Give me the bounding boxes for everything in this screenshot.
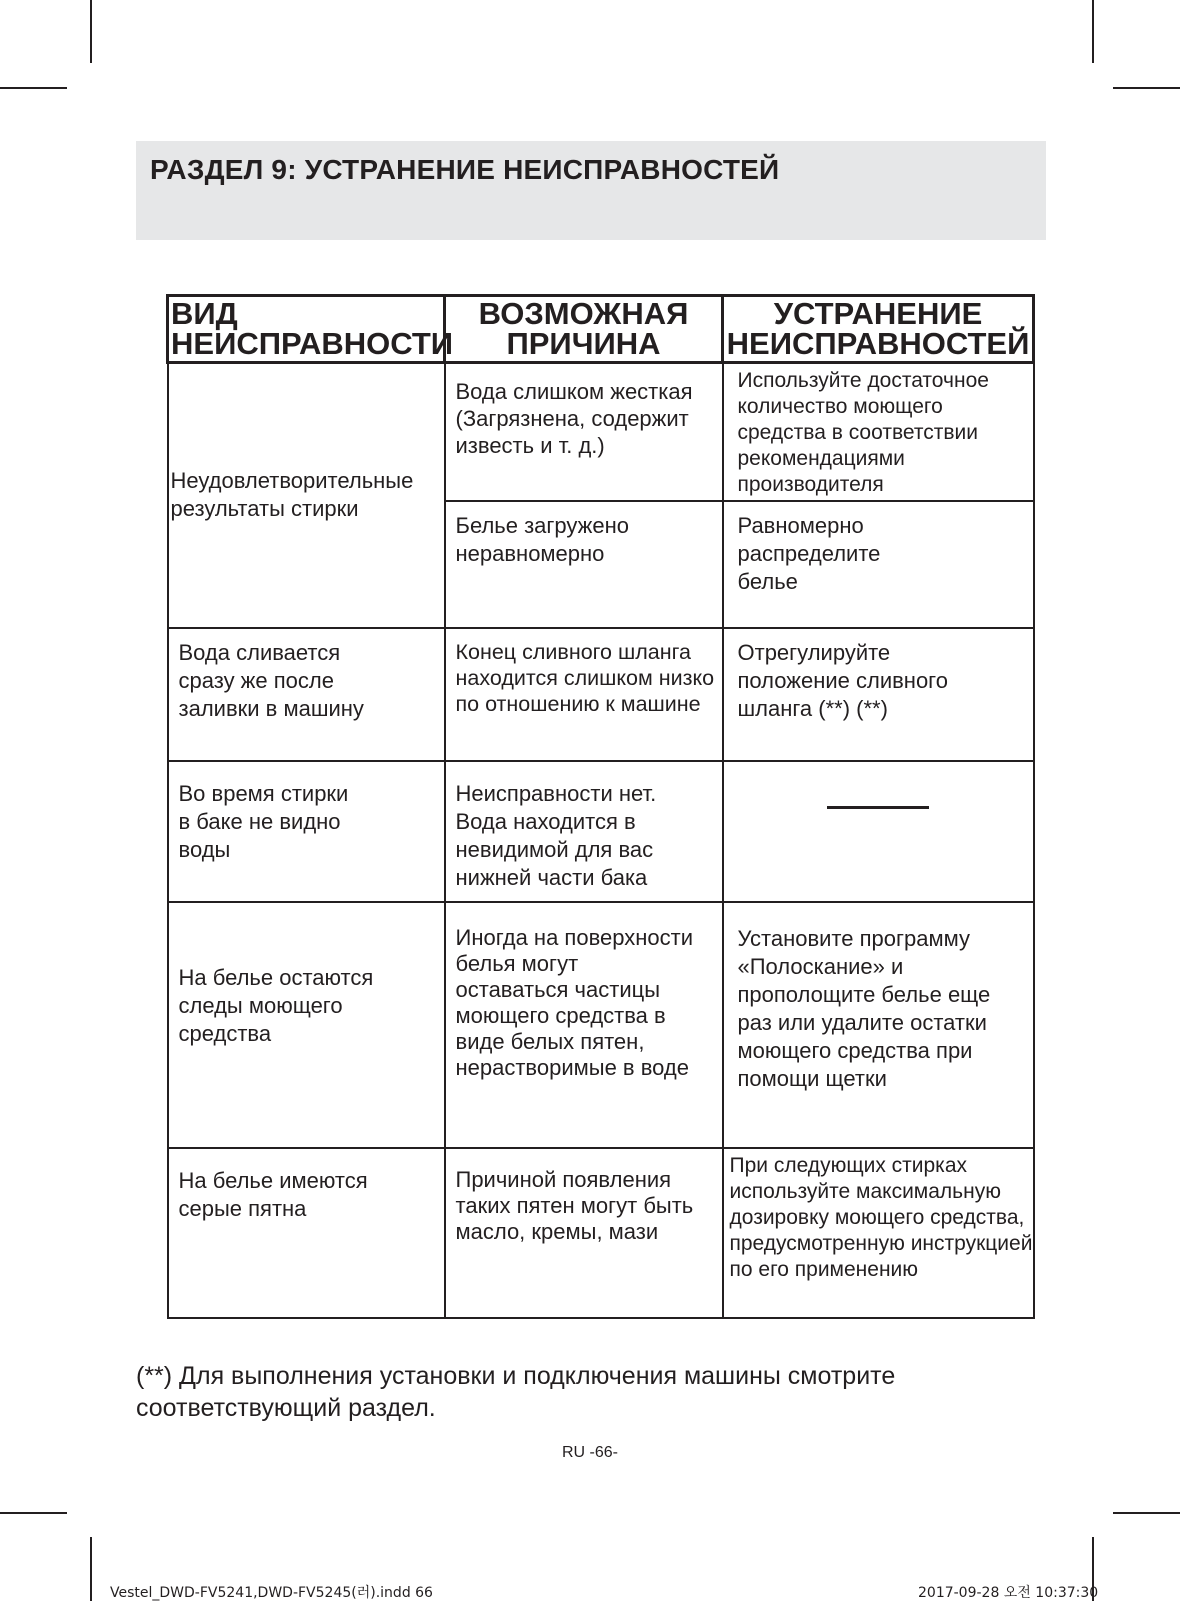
cause-text: Белье загружено неравномерно xyxy=(455,512,630,566)
page-number: RU -66- xyxy=(561,1444,618,1461)
problem-text: На белье остаются следы моющего средства xyxy=(178,964,374,1046)
cause-text: Вода слишком жесткая (Загрязнена, содержит известь и т. д.) xyxy=(455,379,693,458)
cause-text: Причиной появления таких пятен могут быть масло, кремы, мази xyxy=(455,1166,694,1244)
problem-text: Вода сливается сразу же после заливки в машину xyxy=(178,639,364,721)
cause-text: Конец сливного шланга находится слишком низко по отношению к машине xyxy=(455,639,715,716)
crop-mark xyxy=(1113,87,1180,89)
crop-mark xyxy=(0,1512,67,1514)
solution-text: При следующих стирках используйте максимальную дозировку моющего средства, предусмотренную инструкцией по его применению xyxy=(729,1153,1033,1281)
solution-cell xyxy=(723,1148,1034,1318)
table-row xyxy=(168,1148,1034,1318)
print-slug-file: Vestel_DWD-FV5241,DWD-FV5245(러).indd 66 xyxy=(110,1585,433,1601)
footnote: (**) Для выполнения установки и подключения машины смотрите соответствующий раздел. xyxy=(136,1362,896,1422)
print-slug-date: 2017-09-28 오전 10:37:30 xyxy=(918,1585,1099,1601)
cause-cell xyxy=(445,1148,723,1318)
solution-text: Установите программу «Полоскание» и прополощите белье еще раз или удалите остатки моющего средства при помощи щетки xyxy=(737,925,991,1091)
table-row xyxy=(168,902,1034,1148)
solution-text: Используйте достаточное количество моющего средства в соответствии рекомендациями производителя xyxy=(737,369,989,496)
table-row xyxy=(168,363,1034,501)
crop-mark xyxy=(1113,1512,1180,1514)
problem-text: На белье имеются серые пятна xyxy=(178,1167,368,1221)
troubleshooting-table xyxy=(166,294,1035,1319)
cause-cell xyxy=(445,363,723,501)
solution-cell xyxy=(723,761,1034,902)
crop-mark xyxy=(90,1537,92,1601)
solution-cell xyxy=(723,501,1034,628)
problem-cell xyxy=(168,363,445,628)
crop-mark xyxy=(0,87,67,89)
cause-cell xyxy=(445,628,723,761)
cause-cell xyxy=(445,902,723,1148)
table-row xyxy=(168,628,1034,761)
header-cause: ВОЗМОЖНАЯ ПРИЧИНА xyxy=(445,296,723,363)
solution-cell xyxy=(723,363,1034,501)
problem-cell xyxy=(168,902,445,1148)
cause-cell xyxy=(445,501,723,628)
table-row xyxy=(168,761,1034,902)
problem-text: Неудовлетворительные результаты стирки xyxy=(170,468,414,522)
problem-cell xyxy=(168,628,445,761)
empty-solution-dash xyxy=(827,806,929,809)
header-solution: УСТРАНЕНИЕ НЕИСПРАВНОСТЕЙ xyxy=(723,296,1034,363)
crop-mark xyxy=(1092,0,1094,63)
header-problem: ВИД НЕИСПРАВНОСТИ xyxy=(168,296,445,363)
problem-text: Во время стирки в баке не видно воды xyxy=(178,780,349,862)
solution-text: Отрегулируйте положение сливного шланга (**) (**) xyxy=(737,639,948,721)
cause-text: Иногда на поверхности белья могут оставаться частицы моющего средства в виде белых пятен, нерастворимые в воде xyxy=(455,924,693,1080)
solution-text: Равномерно распределите белье xyxy=(737,512,881,594)
cause-cell xyxy=(445,761,723,902)
problem-cell xyxy=(168,1148,445,1318)
section-banner xyxy=(136,141,1046,240)
solution-cell xyxy=(723,628,1034,761)
cause-text: Неисправности нет. Вода находится в невидимой для вас нижней части бака xyxy=(455,780,657,890)
solution-cell xyxy=(723,902,1034,1148)
table-header-row xyxy=(168,296,1034,363)
crop-mark xyxy=(90,0,92,63)
section-title: РАЗДЕЛ 9: УСТРАНЕНИЕ НЕИСПРАВНОСТЕЙ xyxy=(150,154,780,185)
problem-cell xyxy=(168,761,445,902)
